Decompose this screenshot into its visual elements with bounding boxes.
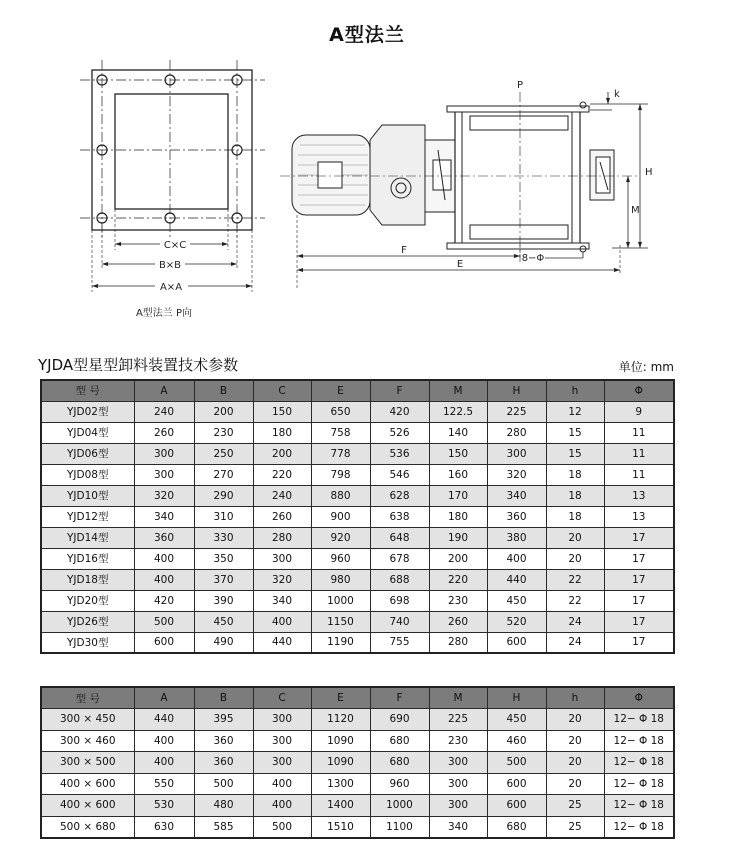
value-cell: 740 — [370, 611, 429, 632]
flange-drawing — [80, 60, 265, 292]
label-m: M — [631, 205, 640, 216]
value-cell: 24 — [546, 632, 604, 653]
model-cell: YJD04型 — [41, 422, 134, 443]
value-cell: 536 — [370, 443, 429, 464]
value-cell: 300 — [253, 752, 311, 774]
value-cell: 585 — [194, 816, 253, 838]
value-cell: 350 — [194, 548, 253, 569]
value-cell: 290 — [194, 485, 253, 506]
table-row — [41, 590, 674, 611]
value-cell: 25 — [546, 795, 604, 817]
value-cell: 20 — [546, 548, 604, 569]
column-header: M — [429, 687, 487, 709]
table-row — [41, 506, 674, 527]
value-cell: 380 — [487, 527, 546, 548]
value-cell: 450 — [487, 709, 546, 731]
column-header: A — [134, 687, 194, 709]
value-cell: 1000 — [311, 590, 370, 611]
column-header: A — [134, 380, 194, 401]
value-cell: 300 — [134, 464, 194, 485]
table-row — [41, 773, 674, 795]
table-row — [41, 527, 674, 548]
value-cell: 300 — [487, 443, 546, 464]
value-cell: 340 — [487, 485, 546, 506]
column-header: 型 号 — [41, 380, 134, 401]
value-cell: 1090 — [311, 730, 370, 752]
model-cell: YJD26型 — [41, 611, 134, 632]
column-header: E — [311, 687, 370, 709]
value-cell: 22 — [546, 569, 604, 590]
label-e: E — [456, 259, 464, 270]
value-cell: 13 — [604, 506, 674, 527]
column-header: Φ — [604, 380, 674, 401]
table-row — [41, 443, 674, 464]
label-h: H — [645, 167, 653, 178]
value-cell: 160 — [429, 464, 487, 485]
value-cell: 9 — [604, 401, 674, 422]
value-cell: 880 — [311, 485, 370, 506]
value-cell: 300 — [134, 443, 194, 464]
value-cell: 200 — [429, 548, 487, 569]
value-cell: 11 — [604, 443, 674, 464]
value-cell: 500 — [253, 816, 311, 838]
value-cell: 260 — [253, 506, 311, 527]
table-row — [41, 795, 674, 817]
model-cell: YJD14型 — [41, 527, 134, 548]
model-cell: YJD16型 — [41, 548, 134, 569]
value-cell: 22 — [546, 590, 604, 611]
value-cell: 15 — [546, 422, 604, 443]
value-cell: 340 — [253, 590, 311, 611]
model-cell: YJD18型 — [41, 569, 134, 590]
value-cell: 240 — [253, 485, 311, 506]
label-k: k — [614, 89, 620, 100]
value-cell: 220 — [429, 569, 487, 590]
value-cell: 450 — [194, 611, 253, 632]
value-cell: 225 — [429, 709, 487, 731]
value-cell: 17 — [604, 590, 674, 611]
model-cell: YJD20型 — [41, 590, 134, 611]
model-cell: YJD06型 — [41, 443, 134, 464]
value-cell: 400 — [487, 548, 546, 569]
value-cell: 230 — [429, 590, 487, 611]
table-row — [41, 611, 674, 632]
value-cell: 17 — [604, 611, 674, 632]
value-cell: 200 — [194, 401, 253, 422]
dim-cc-label: C×C — [163, 240, 187, 251]
value-cell: 200 — [253, 443, 311, 464]
value-cell: 20 — [546, 709, 604, 731]
value-cell: 395 — [194, 709, 253, 731]
value-cell: 12− Φ 18 — [604, 709, 674, 731]
value-cell: 600 — [487, 795, 546, 817]
technical-drawings — [0, 0, 734, 340]
value-cell: 360 — [194, 730, 253, 752]
model-cell: 300 × 450 — [41, 709, 134, 731]
value-cell: 280 — [253, 527, 311, 548]
value-cell: 280 — [429, 632, 487, 653]
table-row — [41, 632, 674, 653]
dim-bb-label: B×B — [158, 260, 182, 271]
page-title: A型法兰 — [329, 24, 405, 46]
value-cell: 1510 — [311, 816, 370, 838]
value-cell: 500 — [487, 752, 546, 774]
value-cell: 15 — [546, 443, 604, 464]
model-cell: YJD12型 — [41, 506, 134, 527]
column-header: H — [487, 380, 546, 401]
value-cell: 400 — [134, 730, 194, 752]
value-cell: 1400 — [311, 795, 370, 817]
value-cell: 20 — [546, 773, 604, 795]
model-cell: 300 × 500 — [41, 752, 134, 774]
value-cell: 12− Φ 18 — [604, 752, 674, 774]
column-header: Φ — [604, 687, 674, 709]
value-cell: 270 — [194, 464, 253, 485]
table-row — [41, 464, 674, 485]
value-cell: 920 — [311, 527, 370, 548]
value-cell: 600 — [134, 632, 194, 653]
feeder-side-view — [280, 92, 648, 290]
value-cell: 340 — [134, 506, 194, 527]
value-cell: 698 — [370, 590, 429, 611]
value-cell: 320 — [253, 569, 311, 590]
value-cell: 690 — [370, 709, 429, 731]
value-cell: 11 — [604, 422, 674, 443]
value-cell: 400 — [253, 611, 311, 632]
value-cell: 20 — [546, 730, 604, 752]
model-cell: YJD08型 — [41, 464, 134, 485]
value-cell: 280 — [487, 422, 546, 443]
value-cell: 480 — [194, 795, 253, 817]
value-cell: 17 — [604, 548, 674, 569]
table-row — [41, 485, 674, 506]
flange-caption: A型法兰 P向 — [135, 308, 193, 319]
model-cell: 300 × 460 — [41, 730, 134, 752]
value-cell: 960 — [370, 773, 429, 795]
table-row — [41, 730, 674, 752]
value-cell: 680 — [370, 730, 429, 752]
value-cell: 650 — [311, 401, 370, 422]
value-cell: 420 — [134, 590, 194, 611]
value-cell: 680 — [370, 752, 429, 774]
table2-body — [41, 709, 674, 838]
value-cell: 320 — [487, 464, 546, 485]
model-cell: 400 × 600 — [41, 795, 134, 817]
value-cell: 440 — [134, 709, 194, 731]
value-cell: 960 — [311, 548, 370, 569]
unit-label: 单位: mm — [618, 360, 674, 374]
table1-body — [41, 401, 674, 653]
column-header: B — [194, 687, 253, 709]
value-cell: 360 — [194, 752, 253, 774]
column-header: B — [194, 380, 253, 401]
value-cell: 360 — [134, 527, 194, 548]
value-cell: 180 — [429, 506, 487, 527]
table-row — [41, 569, 674, 590]
value-cell: 638 — [370, 506, 429, 527]
value-cell: 17 — [604, 527, 674, 548]
table-row — [41, 709, 674, 731]
value-cell: 500 — [134, 611, 194, 632]
value-cell: 25 — [546, 816, 604, 838]
value-cell: 980 — [311, 569, 370, 590]
column-header: M — [429, 380, 487, 401]
column-header: C — [253, 687, 311, 709]
value-cell: 122.5 — [429, 401, 487, 422]
value-cell: 12− Φ 18 — [604, 730, 674, 752]
value-cell: 1150 — [311, 611, 370, 632]
gear-reducer — [370, 125, 425, 225]
label-f: F — [401, 245, 407, 256]
table-row — [41, 548, 674, 569]
column-header: H — [487, 687, 546, 709]
column-header: h — [546, 687, 604, 709]
spec-table-yjda — [40, 379, 675, 654]
value-cell: 300 — [429, 773, 487, 795]
value-cell: 250 — [194, 443, 253, 464]
value-cell: 11 — [604, 464, 674, 485]
value-cell: 1000 — [370, 795, 429, 817]
value-cell: 260 — [429, 611, 487, 632]
value-cell: 360 — [487, 506, 546, 527]
value-cell: 310 — [194, 506, 253, 527]
column-header: 型 号 — [41, 687, 134, 709]
value-cell: 420 — [370, 401, 429, 422]
value-cell: 648 — [370, 527, 429, 548]
column-header: h — [546, 380, 604, 401]
value-cell: 170 — [429, 485, 487, 506]
dim-aa-label: A×A — [159, 282, 183, 293]
value-cell: 500 — [194, 773, 253, 795]
value-cell: 678 — [370, 548, 429, 569]
value-cell: 390 — [194, 590, 253, 611]
value-cell: 546 — [370, 464, 429, 485]
value-cell: 400 — [134, 569, 194, 590]
model-cell: YJD30型 — [41, 632, 134, 653]
value-cell: 340 — [429, 816, 487, 838]
value-cell: 12− Φ 18 — [604, 816, 674, 838]
value-cell: 688 — [370, 569, 429, 590]
value-cell: 230 — [194, 422, 253, 443]
section-title: YJDA型星型卸料装置技术参数 — [38, 356, 239, 374]
value-cell: 24 — [546, 611, 604, 632]
value-cell: 300 — [253, 730, 311, 752]
value-cell: 300 — [429, 752, 487, 774]
value-cell: 1190 — [311, 632, 370, 653]
table-header-row — [41, 380, 674, 401]
value-cell: 330 — [194, 527, 253, 548]
value-cell: 798 — [311, 464, 370, 485]
value-cell: 600 — [487, 773, 546, 795]
value-cell: 1120 — [311, 709, 370, 731]
value-cell: 526 — [370, 422, 429, 443]
model-cell: 500 × 680 — [41, 816, 134, 838]
column-header: C — [253, 380, 311, 401]
value-cell: 260 — [134, 422, 194, 443]
column-header: E — [311, 380, 370, 401]
value-cell: 450 — [487, 590, 546, 611]
value-cell: 778 — [311, 443, 370, 464]
value-cell: 600 — [487, 632, 546, 653]
value-cell: 490 — [194, 632, 253, 653]
value-cell: 20 — [546, 752, 604, 774]
value-cell: 150 — [429, 443, 487, 464]
table-row — [41, 401, 674, 422]
value-cell: 400 — [253, 773, 311, 795]
table-header-row — [41, 687, 674, 709]
value-cell: 12− Φ 18 — [604, 773, 674, 795]
value-cell: 220 — [253, 464, 311, 485]
value-cell: 370 — [194, 569, 253, 590]
value-cell: 1300 — [311, 773, 370, 795]
value-cell: 1100 — [370, 816, 429, 838]
value-cell: 140 — [429, 422, 487, 443]
table-row — [41, 816, 674, 838]
table-row — [41, 422, 674, 443]
column-header: F — [370, 380, 429, 401]
model-cell: 400 × 600 — [41, 773, 134, 795]
value-cell: 900 — [311, 506, 370, 527]
bolt-holes — [97, 75, 242, 223]
value-cell: 755 — [370, 632, 429, 653]
motor-terminal-box — [318, 162, 342, 188]
flange-opening — [115, 94, 228, 209]
value-cell: 758 — [311, 422, 370, 443]
value-cell: 520 — [487, 611, 546, 632]
value-cell: 230 — [429, 730, 487, 752]
value-cell: 320 — [134, 485, 194, 506]
model-cell: YJD02型 — [41, 401, 134, 422]
value-cell: 530 — [134, 795, 194, 817]
value-cell: 460 — [487, 730, 546, 752]
value-cell: 18 — [546, 464, 604, 485]
value-cell: 300 — [253, 709, 311, 731]
value-cell: 225 — [487, 401, 546, 422]
value-cell: 17 — [604, 632, 674, 653]
value-cell: 20 — [546, 527, 604, 548]
value-cell: 550 — [134, 773, 194, 795]
label-holes: 8−Φ — [521, 253, 545, 264]
column-header: F — [370, 687, 429, 709]
value-cell: 18 — [546, 506, 604, 527]
label-p: P — [516, 80, 524, 91]
value-cell: 1090 — [311, 752, 370, 774]
value-cell: 400 — [253, 795, 311, 817]
value-cell: 628 — [370, 485, 429, 506]
value-cell: 400 — [134, 752, 194, 774]
value-cell: 180 — [253, 422, 311, 443]
value-cell: 12 — [546, 401, 604, 422]
model-cell: YJD10型 — [41, 485, 134, 506]
value-cell: 12− Φ 18 — [604, 795, 674, 817]
value-cell: 190 — [429, 527, 487, 548]
value-cell: 440 — [253, 632, 311, 653]
value-cell: 400 — [134, 548, 194, 569]
value-cell: 13 — [604, 485, 674, 506]
value-cell: 440 — [487, 569, 546, 590]
value-cell: 300 — [253, 548, 311, 569]
value-cell: 680 — [487, 816, 546, 838]
value-cell: 17 — [604, 569, 674, 590]
spec-table-large — [40, 686, 675, 839]
value-cell: 630 — [134, 816, 194, 838]
value-cell: 240 — [134, 401, 194, 422]
value-cell: 18 — [546, 485, 604, 506]
value-cell: 150 — [253, 401, 311, 422]
table-row — [41, 752, 674, 774]
value-cell: 300 — [429, 795, 487, 817]
